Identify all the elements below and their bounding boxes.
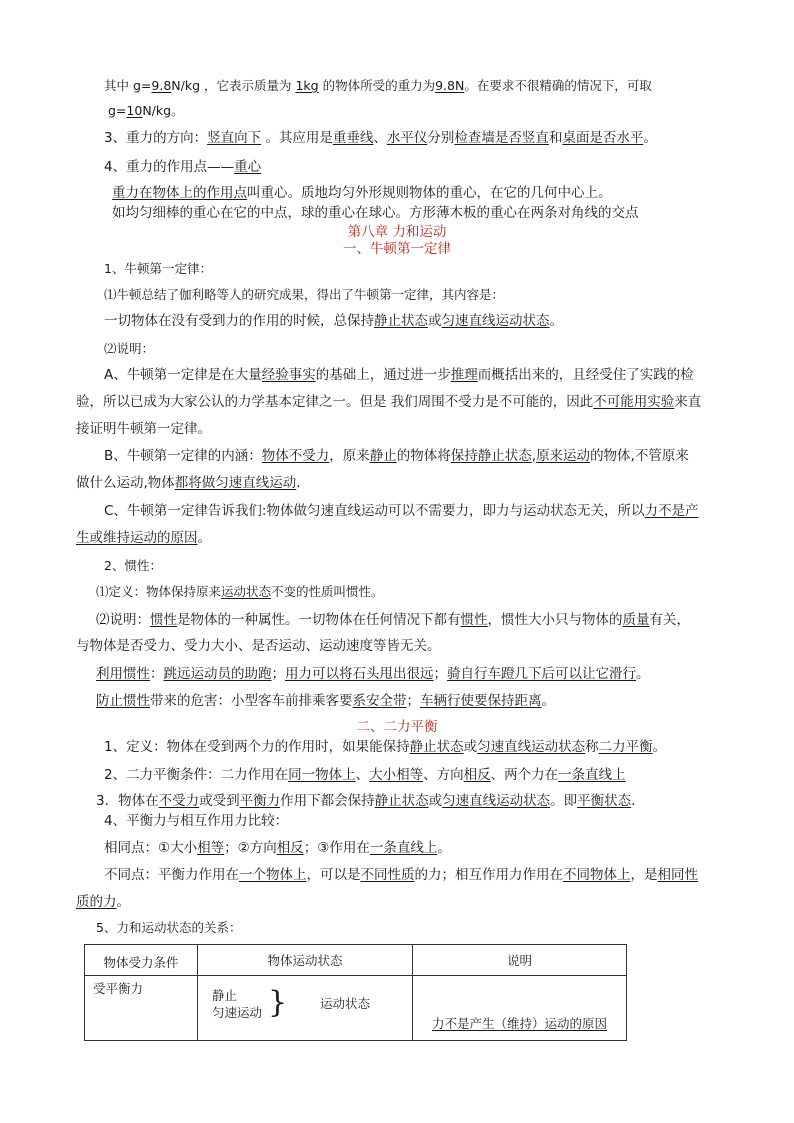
text-line: C、牛顿第一定律告诉我们:物体做匀速直线运动可以不需要力，即力与运动状态无关，所以力不是产 bbox=[104, 503, 699, 519]
text-line: 2、二力平衡条件：二力作用在同一物体上、大小相等、方向相反、两个力在一条直线上 bbox=[104, 767, 626, 783]
text-line: g=10N/kg。 bbox=[108, 103, 184, 118]
text-line: 4、重力的作用点——重心 bbox=[104, 159, 262, 175]
state-uniform-motion: 匀速运动 bbox=[212, 1005, 263, 1020]
note-text: 力不是产生（维持）运动的原因 bbox=[431, 1016, 607, 1031]
table-header: 物体运动状态 bbox=[198, 945, 413, 976]
text-line: 1、牛顿第一定律： bbox=[104, 261, 212, 276]
section-title: 二、二力平衡 bbox=[356, 719, 438, 735]
table-cell: 受平衡力 bbox=[85, 976, 198, 1041]
text-line: 生或维持运动的原因。 bbox=[76, 530, 211, 546]
text-line: 验，所以已成为大家公认的力学基本定律之一。但是 我们周围不受力是不可能的，因此不可能用实验来直 bbox=[76, 394, 702, 410]
table-cell bbox=[413, 976, 627, 1041]
text-line: 如均匀细棒的重心在它的中点，球的重心在球心。方形薄木板的重心在两条对角线的交点 bbox=[112, 205, 639, 221]
text-line: 一切物体在没有受到力的作用的时候，总保持静止状态或匀速直线运动状态。 bbox=[104, 313, 563, 329]
section-title: 一、牛顿第一定律 bbox=[343, 241, 451, 257]
text-line: A、牛顿第一定律是在大量经验事实的基础上，通过进一步推理而概括出来的，且经受住了实践的检 bbox=[104, 367, 694, 383]
table-header: 说明 bbox=[413, 945, 627, 976]
text-line: 1、定义：物体在受到两个力的作用时，如果能保持静止状态或匀速直线运动状态称二力平衡。 bbox=[104, 739, 667, 755]
table-cell bbox=[198, 976, 413, 1041]
text-line: 其中 g=9.8N/kg ，它表示质量为 1kg 的物体所受的重力为9.8N。在要求不很精确的情况下，可取 bbox=[104, 78, 652, 93]
text-line: 接证明牛顿第一定律。 bbox=[76, 421, 211, 437]
force-motion-table bbox=[84, 944, 627, 1041]
text-line: 相同点：①大小相等；②方向相反；③作用在一条直线上。 bbox=[104, 840, 451, 856]
text-line: B、牛顿第一定律的内涵：物体不受力，原来静止的物体将保持静止状态,原来运动的物体,不管原来 bbox=[104, 448, 689, 464]
text-line: 不同点：平衡力作用在一个物体上，可以是不同性质的力；相互作用力作用在不同物体上，是相同性 bbox=[104, 867, 698, 883]
text-line: 与物体是否受力、受力大小、是否运动、运动速度等皆无关。 bbox=[76, 638, 441, 654]
state-static: 静止 bbox=[212, 988, 238, 1003]
brace-symbol: } bbox=[268, 985, 288, 1020]
text-line: 3．物体在不受力或受到平衡力作用下都会保持静止状态或匀速直线运动状态。即平衡状态. bbox=[96, 793, 636, 809]
text-line: 做什么运动,物体都将做匀速直线运动. bbox=[76, 475, 301, 491]
table-header-row bbox=[85, 945, 627, 976]
text-line: 3、重力的方向：竖直向下 。其应用是重垂线、水平仪分别检查墙是否竖直和桌面是否水平。 bbox=[104, 130, 657, 146]
text-line: ⑴牛顿总结了伽利略等人的研究成果，得出了牛顿第一定律，其内容是： bbox=[104, 287, 505, 302]
text-line: 重力在物体上的作用点叫重心。质地均匀外形规则物体的重心，在它的几何中心上。 bbox=[112, 185, 612, 201]
text-line: 质的力。 bbox=[76, 894, 130, 910]
text-line: 5、力和运动状态的关系： bbox=[96, 920, 242, 935]
text-line: ⑵说明：惯性是物体的一种属性。一切物体在任何情况下都有惯性，惯性大小只与物体的质量有关， bbox=[96, 612, 690, 628]
text-line: ⑵说明： bbox=[104, 341, 155, 356]
text-line: 利用惯性：跳远运动员的助跑；用力可以将石头甩出很远；骑自行车蹬几下后可以让它滑行。 bbox=[96, 666, 650, 682]
chapter-title: 第八章 力和运动 bbox=[347, 224, 447, 240]
text-line: ⑴定义：物体保持原来运动状态不变的性质叫惯性。 bbox=[96, 584, 384, 599]
text-line: 4、平衡力与相互作用力比较： bbox=[104, 813, 289, 829]
table-header: 物体受力条件 bbox=[85, 945, 198, 976]
state-label: 运动状态 bbox=[320, 996, 371, 1011]
text-line: 2、惯性： bbox=[104, 558, 162, 573]
table-row bbox=[85, 976, 627, 1041]
text-line: 防止惯性带来的危害：小型客车前排乘客要系安全带；车辆行使要保持距离。 bbox=[96, 693, 555, 709]
